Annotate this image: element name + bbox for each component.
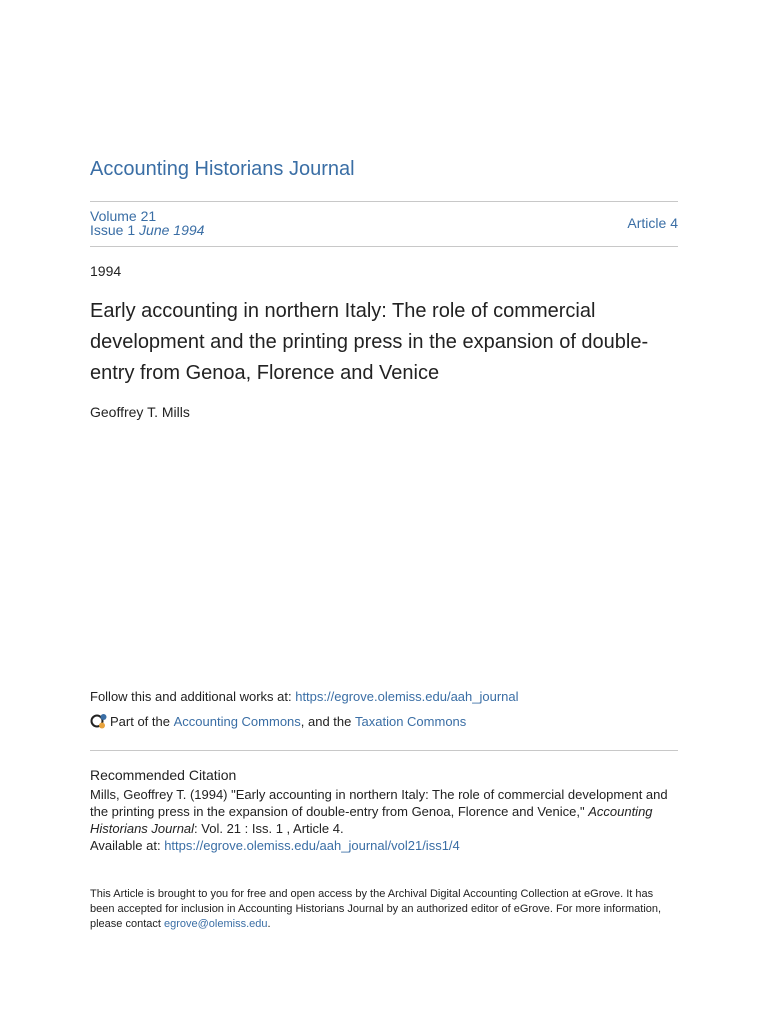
footer-note	[90, 887, 670, 932]
issue-block	[90, 209, 204, 237]
citation-body: Mills, Geoffrey T. (1994) "Early accounting in northern Italy: The role of commercial development and the printing press in the expansion of double-entry from Genoa, Florence and Venice,"	[90, 787, 668, 819]
third-rule	[90, 750, 678, 751]
article-title: Early accounting in northern Italy: The role of commercial development and the printing press in the expansion of double-entry from Genoa, Florence and Venice	[90, 300, 649, 384]
citation-journal: Accounting Historians Journal	[90, 804, 653, 836]
top-rule	[90, 201, 678, 202]
article-number-link[interactable]: Article 4	[627, 215, 678, 231]
partof-middle: , and the	[300, 713, 352, 729]
taxation-commons-link[interactable]: Taxation Commons	[355, 713, 467, 729]
issue-line	[90, 223, 204, 237]
author-name: Geoffrey T. Mills	[90, 404, 190, 420]
issue-link[interactable]: Issue 1	[90, 222, 136, 238]
journal-title[interactable]: Accounting Historians Journal	[90, 158, 355, 180]
contact-email-link[interactable]: egrove@olemiss.edu	[164, 918, 268, 930]
footer-end: .	[267, 918, 271, 930]
second-rule	[90, 246, 678, 247]
footer-text: This Article is brought to you for free and open access by the Archival Digital Accounting Collection at eGrove. It has been accepted for inclusion in Accounting Historians Journal by an authorized editor of eGrove. For more information, please contact	[90, 888, 662, 930]
publication-year: 1994	[90, 263, 122, 279]
citation-volume: : Vol. 21 : Iss. 1 , Article 4.	[194, 821, 344, 836]
available-prefix: Available at:	[90, 838, 165, 853]
recommended-citation-heading: Recommended Citation	[90, 767, 237, 783]
volume-link[interactable]: Volume 21	[90, 208, 157, 224]
article-url-link[interactable]: https://egrove.olemiss.edu/aah_journal/vol21/iss1/4	[164, 838, 460, 853]
journal-url-link[interactable]: https://egrove.olemiss.edu/aah_journal	[295, 689, 519, 704]
citation-text	[90, 786, 680, 854]
accounting-commons-link[interactable]: Accounting Commons	[173, 713, 301, 729]
follow-line	[90, 689, 519, 704]
partof-prefix: Part of the	[110, 713, 170, 729]
part-of-line	[90, 712, 466, 730]
follow-prefix: Follow this and additional works at:	[90, 689, 296, 704]
issue-date: June 1994	[139, 222, 205, 238]
digital-commons-network-icon	[90, 712, 108, 730]
